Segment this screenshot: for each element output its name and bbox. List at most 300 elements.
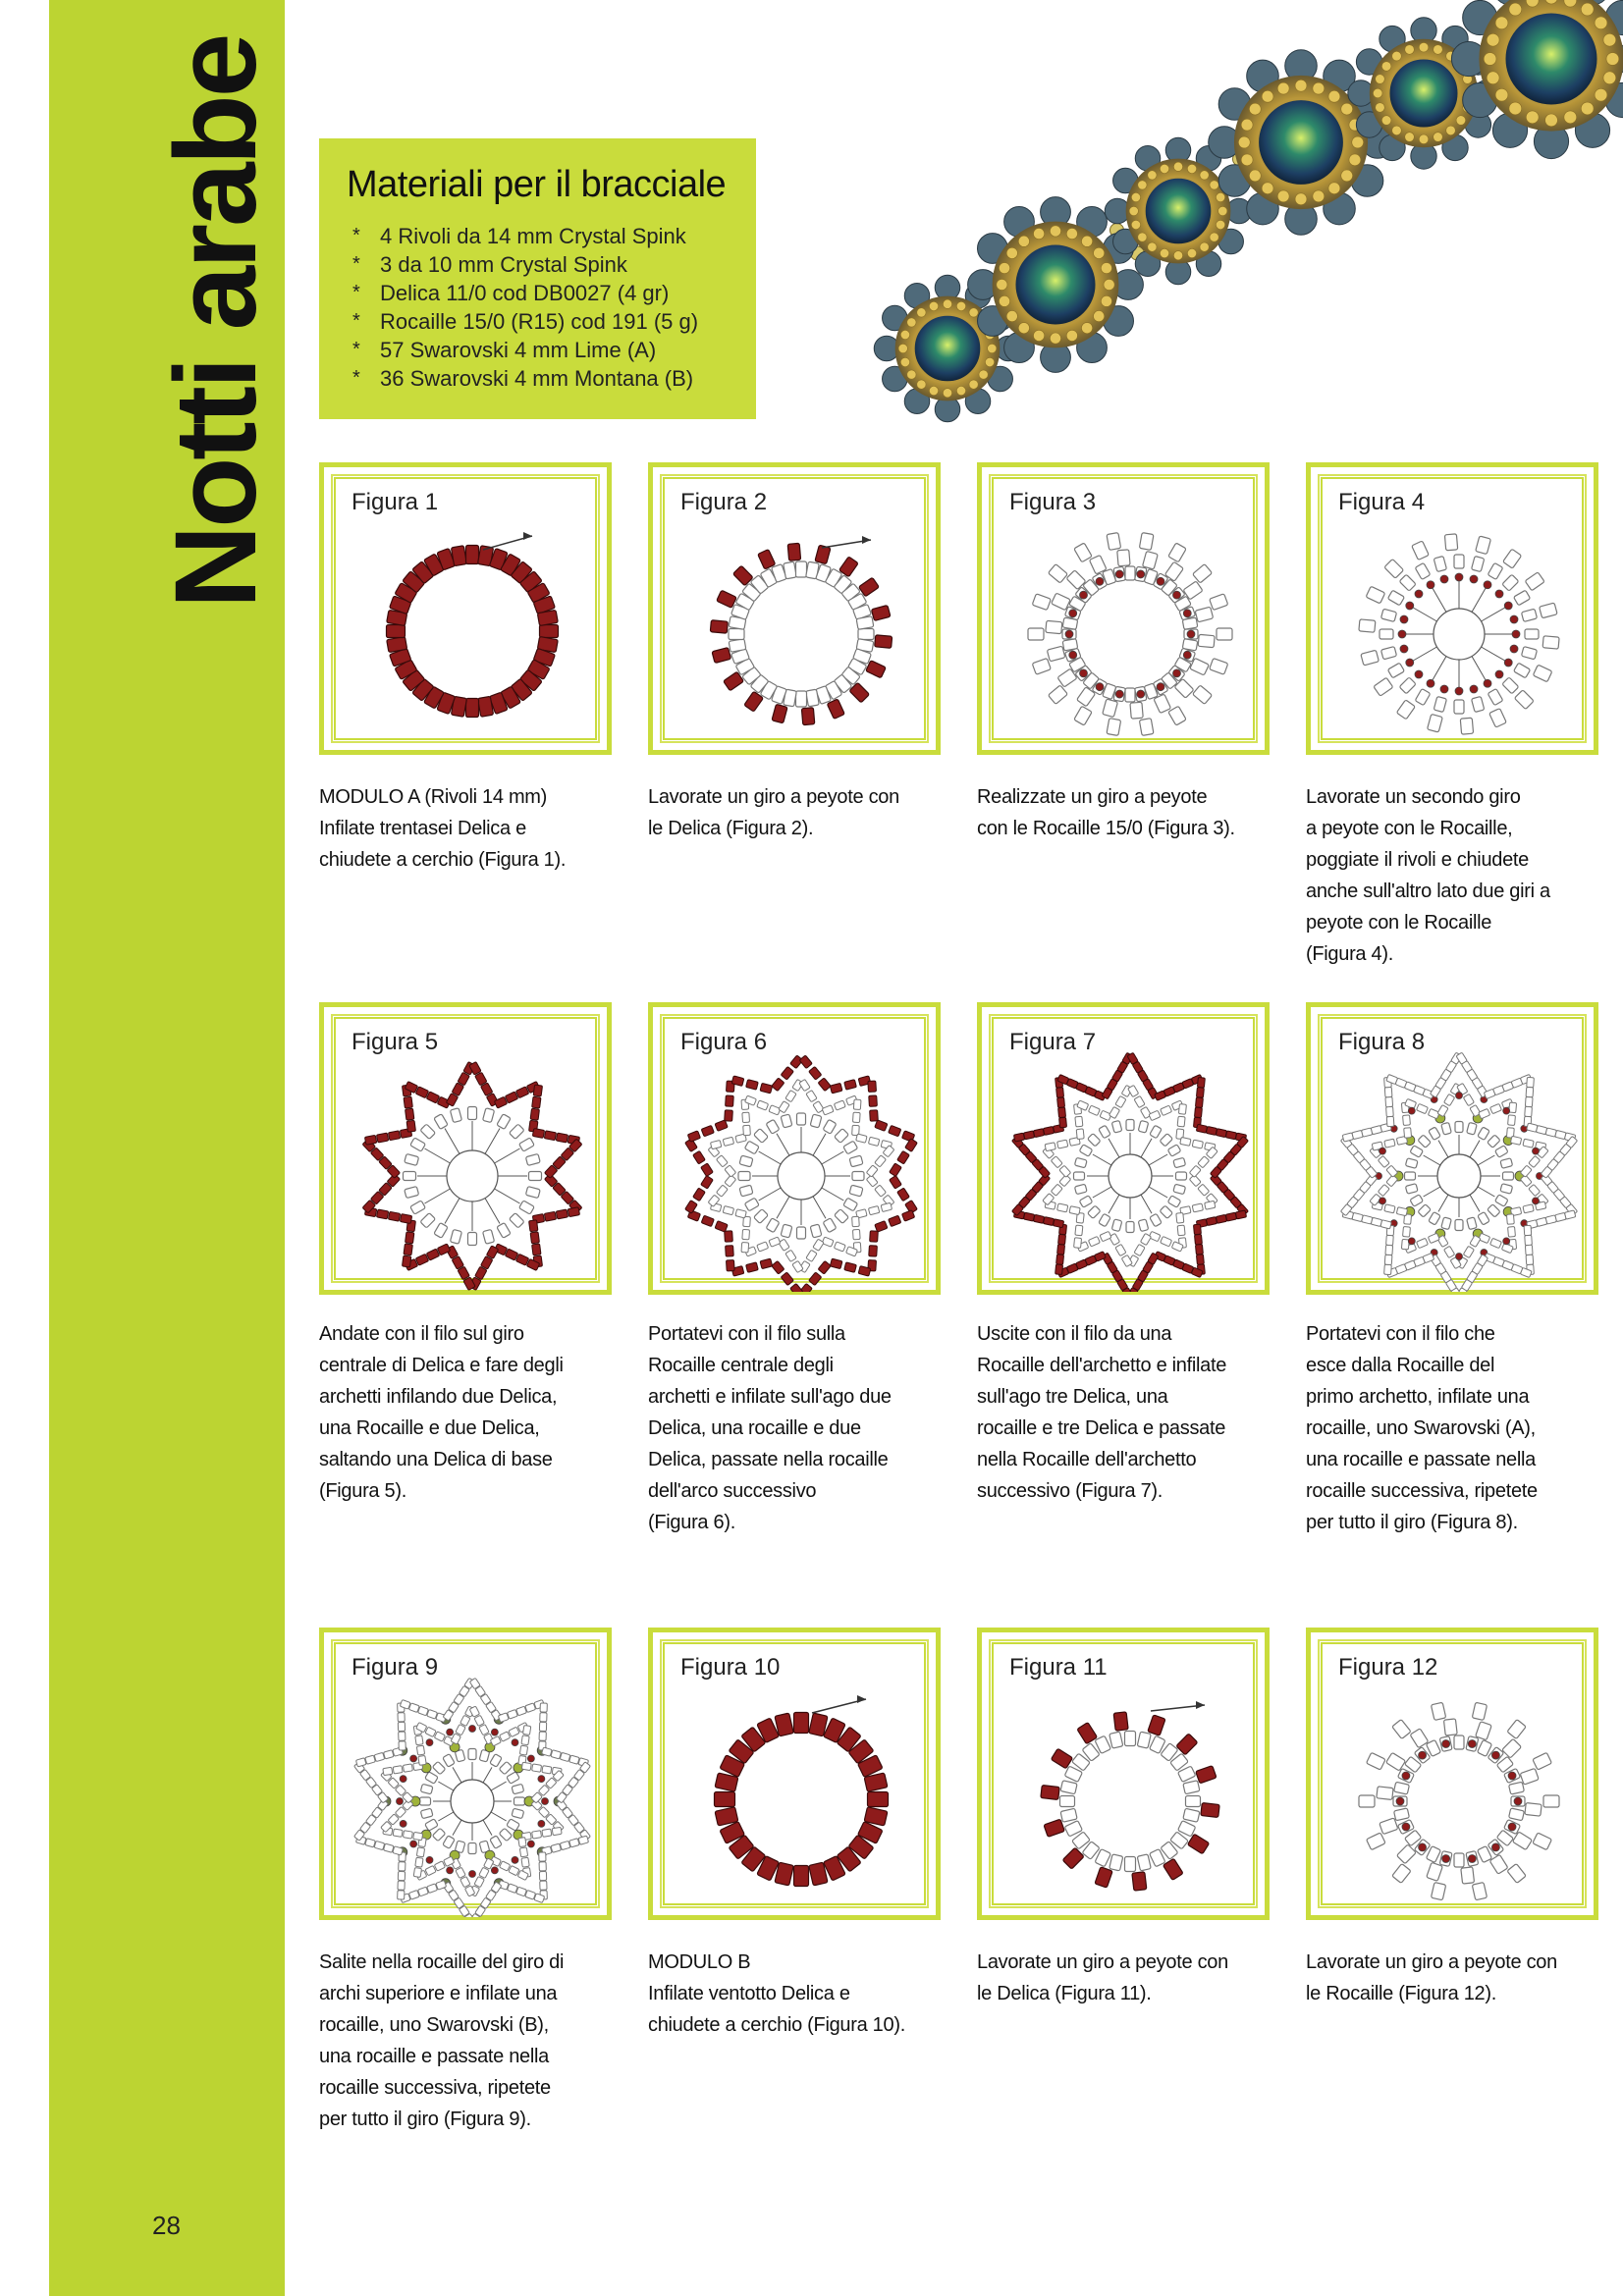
bead — [902, 1210, 915, 1221]
bead — [881, 1202, 892, 1211]
bead — [1075, 1116, 1083, 1127]
bead — [1183, 1808, 1200, 1822]
bead — [1053, 1219, 1063, 1228]
bead — [757, 1242, 769, 1252]
caption-line: dell'arco successivo — [648, 1480, 817, 1502]
rocaille-bead — [1484, 679, 1491, 687]
bead — [365, 1839, 376, 1847]
bead — [450, 1108, 461, 1123]
bead — [1126, 1120, 1134, 1131]
bead — [1502, 1738, 1522, 1758]
bead — [383, 1767, 393, 1775]
bead — [1057, 1140, 1068, 1148]
bead — [818, 1078, 831, 1092]
bead — [1454, 1853, 1464, 1867]
rocaille-bead — [1440, 685, 1448, 693]
rocaille-bead — [1419, 1751, 1427, 1759]
bead-diagram — [1323, 1644, 1596, 1917]
bead — [1013, 1133, 1024, 1142]
figure-7 — [977, 1002, 1270, 1295]
bead — [1521, 609, 1537, 621]
bead — [387, 625, 406, 638]
bead — [483, 1229, 495, 1244]
rocaille-bead — [1415, 590, 1423, 598]
bead — [797, 1113, 806, 1125]
materials-item: * Delica 11/0 cod DB0027 (4 gr) — [347, 279, 756, 307]
bead — [1361, 650, 1380, 666]
bead — [1454, 555, 1464, 568]
bead — [806, 1250, 817, 1261]
bead — [413, 1832, 423, 1840]
caption-line: a peyote con le Rocaille, — [1306, 818, 1513, 839]
bead — [1178, 1104, 1186, 1115]
bead — [507, 1709, 517, 1719]
bead — [1216, 1214, 1226, 1223]
bead — [746, 1262, 759, 1273]
bead — [387, 636, 407, 652]
rocaille-bead — [1408, 1238, 1415, 1245]
bead — [1526, 1087, 1534, 1096]
bead — [835, 1209, 849, 1224]
bead — [852, 1112, 860, 1122]
bead — [434, 1223, 448, 1239]
bead — [754, 1129, 769, 1144]
bead — [1060, 1808, 1077, 1822]
bead — [1062, 1847, 1084, 1869]
caption-line: rocaille successiva, ripetete — [319, 2077, 551, 2099]
bead — [1467, 1217, 1478, 1230]
rocaille-bead — [1440, 575, 1448, 583]
bead — [1174, 678, 1194, 698]
bead — [415, 1857, 423, 1867]
bead — [556, 1133, 568, 1143]
bead — [715, 1221, 728, 1232]
bead — [1139, 719, 1154, 736]
bead — [1196, 1255, 1204, 1265]
bead — [742, 1229, 750, 1239]
rocaille-bead — [1402, 1823, 1410, 1831]
bead — [715, 1120, 728, 1131]
bead — [1161, 1236, 1172, 1246]
bead — [1542, 636, 1559, 649]
bead — [1454, 1735, 1464, 1749]
figure-4 — [1306, 462, 1598, 755]
bead — [1386, 1235, 1394, 1245]
bead — [1088, 1236, 1100, 1246]
rocaille-bead — [512, 1856, 518, 1863]
bead — [406, 1232, 414, 1244]
rocaille-bead — [1503, 1107, 1510, 1114]
rocaille-bead — [1137, 570, 1145, 578]
bead — [772, 704, 787, 723]
bead — [474, 1877, 484, 1888]
materials-item: * 36 Swarovski 4 mm Montana (B) — [347, 364, 756, 393]
bead — [1366, 1752, 1385, 1770]
bead — [866, 1165, 878, 1177]
bead — [509, 1727, 519, 1736]
figure-inner-border — [663, 1017, 926, 1280]
bead — [1107, 719, 1121, 736]
bead — [1130, 702, 1143, 719]
bead — [1195, 1245, 1203, 1255]
bead — [519, 1847, 527, 1857]
bead — [868, 1137, 879, 1146]
caption-line: Uscite con il filo da una — [977, 1323, 1172, 1345]
rocaille-bead — [1172, 669, 1180, 677]
bead — [796, 561, 807, 577]
bead — [889, 1125, 901, 1136]
bead — [1160, 1205, 1172, 1218]
bead — [794, 1866, 809, 1887]
bead — [717, 1185, 729, 1197]
bead — [1463, 1246, 1474, 1257]
figure-1 — [319, 462, 612, 755]
caption-line: Rocaille dell'archetto e infilate — [977, 1355, 1227, 1376]
rocaille-bead — [1532, 1198, 1539, 1204]
bead — [1032, 594, 1051, 611]
bead — [1167, 1145, 1181, 1156]
bead — [1508, 1115, 1516, 1126]
bead — [1196, 1766, 1217, 1784]
bead — [523, 1726, 531, 1735]
bead — [1525, 1803, 1542, 1817]
bead — [516, 1887, 527, 1896]
materials-item: * Rocaille 15/0 (R15) cod 191 (5 g) — [347, 307, 756, 336]
bead — [1386, 1106, 1394, 1116]
bead — [403, 1255, 411, 1267]
bead — [560, 1841, 570, 1849]
bead — [456, 1725, 465, 1735]
bead — [1366, 1833, 1385, 1850]
rocaille-bead — [447, 1729, 454, 1735]
figure-label: Figura 6 — [680, 1029, 768, 1055]
bead — [1399, 677, 1416, 694]
bead — [1048, 564, 1067, 583]
bead — [785, 1250, 796, 1261]
caption-line: le Delica (Figura 2). — [648, 818, 814, 839]
bead-diagram — [665, 479, 938, 752]
bead — [1028, 628, 1044, 640]
rocaille-bead — [1137, 690, 1145, 698]
bead — [799, 1055, 812, 1069]
bead — [1514, 590, 1531, 606]
caption-line: primo archetto, infilate una — [1306, 1386, 1530, 1408]
rocaille-bead — [527, 1755, 534, 1762]
bead — [1074, 1172, 1085, 1180]
bead — [1138, 1120, 1149, 1133]
bead — [729, 639, 746, 653]
bead — [1126, 1222, 1134, 1233]
bead — [744, 1141, 759, 1154]
bead — [870, 1231, 879, 1242]
bead — [1041, 1786, 1059, 1800]
caption-line: una Rocaille e due Delica, — [319, 1417, 540, 1439]
bead — [456, 1867, 465, 1878]
bead — [889, 1215, 901, 1226]
bead — [810, 1224, 822, 1238]
bead — [822, 1237, 834, 1247]
bead — [1384, 559, 1404, 578]
bead — [521, 1857, 529, 1867]
bead — [1187, 1834, 1209, 1854]
caption-line: archi superiore e infilate una — [319, 1983, 558, 2004]
bead — [1148, 1715, 1165, 1735]
bead — [1193, 685, 1213, 704]
bead — [376, 1133, 388, 1143]
bead — [875, 1120, 888, 1131]
bead — [743, 1125, 751, 1135]
figure-caption — [1306, 1947, 1600, 2009]
bead — [726, 1246, 734, 1256]
bead — [1177, 1225, 1185, 1236]
figure-inner-border — [1321, 1017, 1584, 1280]
bead — [701, 1163, 714, 1177]
bead — [769, 1237, 781, 1247]
figure-label: Figura 4 — [1338, 489, 1426, 515]
bead — [1225, 1131, 1236, 1140]
bead — [1431, 1702, 1445, 1720]
bead — [1079, 1196, 1093, 1207]
rocaille-bead — [1504, 602, 1512, 610]
bead — [1417, 1238, 1429, 1248]
bead-diagram — [994, 1019, 1267, 1292]
rocaille-bead — [447, 1867, 454, 1874]
caption-line: Infilate ventotto Delica e — [648, 1983, 850, 2004]
bead — [794, 1713, 809, 1734]
bead — [849, 682, 869, 703]
bead — [364, 1135, 376, 1145]
bead — [560, 1752, 570, 1761]
bead — [725, 1231, 733, 1242]
caption-line: Rocaille centrale degli — [648, 1355, 834, 1376]
bead — [569, 1839, 580, 1847]
rocaille-bead — [1157, 577, 1164, 585]
bead — [781, 1114, 792, 1128]
bead — [416, 1745, 424, 1755]
bead — [1186, 1796, 1201, 1807]
bead — [1380, 609, 1396, 621]
bead — [1444, 534, 1457, 551]
caption-line: Delica, una rocaille e due — [648, 1417, 861, 1439]
bead — [404, 1244, 412, 1255]
bead — [1057, 1097, 1065, 1108]
materials-heading: Materiali per il bracciale — [347, 164, 727, 205]
bead — [515, 1087, 528, 1098]
bead — [532, 1096, 541, 1108]
bead — [1428, 714, 1443, 732]
bead — [809, 1272, 822, 1286]
bead — [1404, 1128, 1412, 1139]
bead — [1503, 549, 1522, 568]
bead — [905, 1139, 918, 1152]
bead — [844, 1080, 857, 1091]
caption-line: rocaille, uno Swarovski (A), — [1306, 1417, 1536, 1439]
rocaille-bead — [1470, 575, 1478, 583]
bead — [1075, 1225, 1083, 1236]
bead — [875, 1155, 887, 1167]
figure-caption — [977, 1947, 1271, 2009]
figure-label: Figura 5 — [352, 1029, 439, 1055]
bead — [1526, 1255, 1534, 1264]
bead — [1410, 1146, 1424, 1157]
bead — [1476, 536, 1491, 555]
bead — [1099, 1213, 1110, 1227]
bead — [403, 1831, 412, 1839]
bead — [420, 1808, 433, 1819]
bead — [1198, 634, 1215, 647]
rocaille-bead — [1504, 659, 1512, 667]
bead — [1210, 594, 1228, 611]
bead — [1396, 1207, 1407, 1216]
figure-label: Figura 10 — [680, 1654, 781, 1681]
caption-line: archetti e infilate sull'ago due — [648, 1386, 892, 1408]
rocaille-bead — [1456, 1254, 1463, 1260]
bead — [738, 1172, 750, 1181]
bead — [717, 590, 736, 608]
bead — [868, 1206, 879, 1215]
bead — [693, 1188, 706, 1201]
bead — [519, 1201, 535, 1214]
bead — [701, 1125, 714, 1136]
bead — [1472, 556, 1485, 571]
bead — [410, 1138, 426, 1151]
bead — [1168, 543, 1186, 562]
rocaille-bead — [1157, 683, 1164, 691]
materials-box — [319, 138, 756, 419]
bead — [398, 1871, 405, 1880]
caption-line: le Rocaille (Figura 12). — [1306, 1983, 1496, 2004]
bead — [1396, 1844, 1416, 1864]
bead — [1192, 1203, 1203, 1212]
bead — [1176, 1212, 1184, 1223]
bead — [1023, 1212, 1034, 1221]
rocaille-bead — [1415, 670, 1423, 678]
bead — [507, 1819, 520, 1831]
rocaille-bead — [1468, 1854, 1476, 1862]
bead — [1023, 1131, 1034, 1140]
bead — [532, 1831, 542, 1839]
bead — [687, 1131, 700, 1142]
page-title: Notti arabe — [151, 35, 281, 609]
bead — [1444, 1094, 1455, 1105]
bead — [1525, 629, 1539, 639]
bead — [1099, 1125, 1110, 1139]
rocaille-bead — [1427, 679, 1434, 687]
bead — [374, 1752, 385, 1761]
bead — [875, 1221, 888, 1232]
bead — [897, 1150, 910, 1164]
bead — [400, 1214, 411, 1224]
bead — [500, 1861, 511, 1871]
bead — [1115, 1244, 1126, 1255]
caption-line: Delica, passate nella rocaille — [648, 1449, 889, 1470]
bead — [499, 1828, 512, 1841]
bead — [723, 1137, 733, 1146]
bead — [1525, 572, 1544, 591]
bead — [1198, 1156, 1210, 1168]
figure-label: Figura 11 — [1009, 1654, 1108, 1681]
bead — [742, 1112, 750, 1122]
bead — [1380, 647, 1396, 660]
caption-line: chiudete a cerchio (Figura 10). — [648, 2014, 905, 2036]
bead — [388, 1211, 400, 1221]
bead — [1495, 1146, 1509, 1157]
bead — [710, 620, 728, 633]
bead — [1074, 706, 1092, 725]
bead — [468, 1749, 476, 1760]
bead — [735, 1209, 746, 1218]
rocaille-bead — [1096, 577, 1104, 585]
bead — [376, 1209, 388, 1219]
bead — [1431, 1883, 1445, 1900]
bead — [1088, 1205, 1101, 1218]
caption-line: Andate con il filo sul giro — [319, 1323, 524, 1345]
caption-line: Lavorate un giro a peyote con — [1306, 1951, 1557, 1973]
rocaille-bead — [1080, 669, 1088, 677]
bead — [1378, 1155, 1389, 1167]
bead — [426, 1249, 439, 1260]
bead — [856, 616, 874, 630]
bead — [1514, 690, 1534, 710]
bead — [374, 1841, 385, 1849]
bead — [1074, 543, 1092, 562]
bead — [420, 1212, 436, 1228]
bead-diagram — [336, 479, 609, 752]
rocaille-bead — [1069, 610, 1077, 617]
bead — [1490, 1238, 1502, 1248]
bead — [1043, 1217, 1054, 1226]
bracelet-unit — [1105, 137, 1252, 285]
bead — [529, 1220, 538, 1232]
bead — [425, 1727, 436, 1736]
bead — [540, 1881, 547, 1890]
bead — [426, 1092, 439, 1103]
bead — [1058, 1234, 1066, 1245]
bead — [1500, 1158, 1513, 1169]
bead — [1502, 677, 1519, 694]
bead — [1033, 1214, 1044, 1223]
bead — [1134, 1095, 1145, 1107]
rocaille-bead — [1380, 1198, 1386, 1204]
bead — [787, 543, 800, 561]
bead — [398, 1722, 405, 1731]
bead — [539, 1871, 546, 1880]
rocaille-bead — [527, 1841, 534, 1847]
figure-caption — [319, 781, 614, 876]
bead — [729, 629, 744, 640]
bead — [1415, 562, 1431, 579]
materials-item: * 3 da 10 mm Crystal Spink — [347, 250, 756, 279]
bead — [797, 1227, 806, 1239]
bead — [1195, 607, 1214, 622]
caption-line: (Figura 5). — [319, 1480, 406, 1502]
bead — [451, 546, 466, 566]
caption-line: Salite nella rocaille del giro di — [319, 1951, 565, 1973]
bead — [1403, 1227, 1411, 1238]
bead — [758, 550, 776, 569]
bead — [405, 1153, 419, 1165]
bead — [712, 648, 731, 664]
rocaille-bead — [1115, 570, 1123, 578]
bead — [542, 1829, 552, 1837]
bead — [1540, 603, 1558, 618]
bead — [784, 561, 797, 579]
rocaille-bead — [1532, 1148, 1539, 1154]
bead — [521, 1735, 529, 1745]
figure-2 — [648, 462, 941, 755]
bead — [1533, 1833, 1552, 1850]
bead — [1525, 1106, 1533, 1116]
